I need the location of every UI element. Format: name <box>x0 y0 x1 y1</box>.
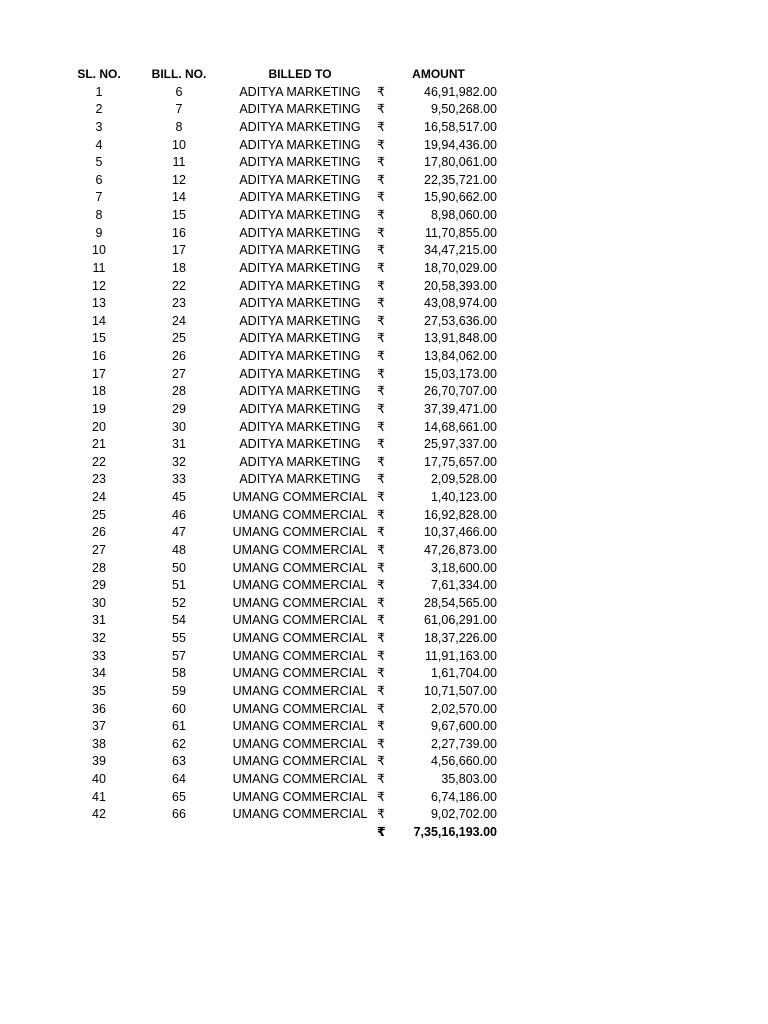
billed-to-cell: UMANG COMMERCIAL <box>232 507 368 522</box>
bill-no-cell: 46 <box>172 507 186 522</box>
header-sl-no: SL. NO. <box>77 67 121 81</box>
bill-no-cell: 10 <box>172 137 186 152</box>
table-row <box>0 189 768 207</box>
table-row <box>0 471 768 489</box>
amount-cell: 13,84,062.00 <box>424 349 497 363</box>
table-row <box>0 736 768 754</box>
currency-symbol: ₹ <box>377 296 385 311</box>
currency-symbol: ₹ <box>377 683 385 698</box>
table-row <box>0 419 768 437</box>
currency-symbol: ₹ <box>377 225 385 240</box>
currency-symbol: ₹ <box>377 754 385 769</box>
table-row <box>0 436 768 454</box>
amount-cell: 4,56,660.00 <box>430 754 497 769</box>
amount-cell: 15,03,173.00 <box>424 366 497 381</box>
amount-cell: 18,70,029.00 <box>424 260 497 275</box>
bill-no-cell: 25 <box>172 331 186 346</box>
amount-cell: 25,97,337.00 <box>424 437 497 452</box>
amount-cell: 43,08,974.00 <box>424 296 497 311</box>
currency-symbol: ₹ <box>377 490 385 504</box>
billed-to-cell: UMANG COMMERCIAL <box>232 754 368 769</box>
bill-no-cell: 23 <box>172 296 186 311</box>
table-row <box>0 101 768 119</box>
amount-cell: 26,70,707.00 <box>424 384 497 399</box>
bill-no-cell: 48 <box>172 542 186 557</box>
sl-no-cell: 38 <box>92 736 106 751</box>
amount-cell: 7,61,334.00 <box>430 578 497 593</box>
bill-no-cell: 50 <box>172 560 186 575</box>
amount-cell: 16,58,517.00 <box>424 119 497 134</box>
table-row <box>0 295 768 313</box>
table-row <box>0 313 768 331</box>
sl-no-cell: 27 <box>92 542 106 557</box>
bill-no-cell: 14 <box>172 190 186 205</box>
billed-to-cell: ADITYA MARKETING <box>239 437 361 452</box>
table-row <box>0 753 768 771</box>
billed-to-cell: ADITYA MARKETING <box>239 454 361 469</box>
billed-to-cell: ADITYA MARKETING <box>239 119 361 134</box>
sl-no-cell: 7 <box>95 190 103 205</box>
amount-cell: 9,67,600.00 <box>430 719 497 734</box>
sl-no-cell: 15 <box>92 331 106 346</box>
billed-to-cell: ADITYA MARKETING <box>239 419 361 434</box>
amount-cell: 1,61,704.00 <box>430 666 497 681</box>
sl-no-cell: 40 <box>92 772 106 786</box>
amount-cell: 37,39,471.00 <box>424 401 497 416</box>
bill-no-cell: 58 <box>172 666 186 681</box>
amount-cell: 14,68,661.00 <box>424 419 497 434</box>
currency-symbol: ₹ <box>377 648 385 663</box>
billed-to-cell: UMANG COMMERCIAL <box>232 683 368 698</box>
table-row <box>0 278 768 296</box>
table-row <box>0 172 768 190</box>
sl-no-cell: 8 <box>95 208 103 222</box>
currency-symbol: ₹ <box>377 278 385 293</box>
currency-symbol: ₹ <box>377 437 385 452</box>
table-row <box>0 701 768 719</box>
table-body <box>0 84 768 824</box>
bill-no-cell: 45 <box>172 490 186 504</box>
currency-symbol: ₹ <box>377 313 385 328</box>
currency-symbol: ₹ <box>377 666 385 681</box>
sl-no-cell: 14 <box>92 313 106 328</box>
currency-symbol: ₹ <box>377 578 385 593</box>
bill-no-cell: 61 <box>172 719 186 734</box>
amount-cell: 19,94,436.00 <box>424 137 497 152</box>
sl-no-cell: 13 <box>92 296 106 311</box>
table-row <box>0 612 768 630</box>
table-row <box>0 577 768 595</box>
sl-no-cell: 32 <box>92 631 106 645</box>
billed-to-cell: UMANG COMMERCIAL <box>232 578 368 593</box>
amount-cell: 9,02,702.00 <box>430 807 497 822</box>
billed-to-cell: UMANG COMMERCIAL <box>232 789 368 804</box>
amount-cell: 28,54,565.00 <box>424 595 497 610</box>
currency-symbol: ₹ <box>377 631 385 645</box>
billed-to-cell: ADITYA MARKETING <box>239 155 361 170</box>
billed-to-cell: UMANG COMMERCIAL <box>232 490 368 504</box>
sl-no-cell: 22 <box>92 454 106 469</box>
billed-to-cell: ADITYA MARKETING <box>239 172 361 187</box>
table-row <box>0 225 768 243</box>
sl-no-cell: 30 <box>92 595 106 610</box>
amount-cell: 61,06,291.00 <box>424 613 497 628</box>
sl-no-cell: 36 <box>92 701 106 716</box>
amount-cell: 27,53,636.00 <box>424 313 497 328</box>
total-amount: 7,35,16,193.00 <box>413 824 497 839</box>
amount-cell: 16,92,828.00 <box>424 507 497 522</box>
amount-cell: 9,50,268.00 <box>430 102 497 117</box>
bill-no-cell: 30 <box>172 419 186 434</box>
table-row <box>0 366 768 384</box>
billed-to-cell: ADITYA MARKETING <box>239 366 361 381</box>
sl-no-cell: 12 <box>92 278 106 293</box>
sl-no-cell: 23 <box>92 472 106 487</box>
bill-no-cell: 64 <box>172 772 186 786</box>
billed-to-cell: ADITYA MARKETING <box>239 472 361 487</box>
table-row <box>0 789 768 807</box>
billed-to-cell: UMANG COMMERCIAL <box>232 542 368 557</box>
bill-no-cell: 8 <box>175 119 183 134</box>
amount-cell: 17,80,061.00 <box>424 155 497 170</box>
sl-no-cell: 35 <box>92 683 106 698</box>
currency-symbol: ₹ <box>377 243 385 258</box>
sl-no-cell: 18 <box>92 384 106 399</box>
billed-to-cell: UMANG COMMERCIAL <box>232 772 368 786</box>
table-row <box>0 630 768 648</box>
table-row <box>0 718 768 736</box>
table-row <box>0 207 768 225</box>
amount-cell: 3,18,600.00 <box>430 560 497 575</box>
bill-no-cell: 47 <box>172 525 186 540</box>
sl-no-cell: 26 <box>92 525 106 540</box>
bill-no-cell: 63 <box>172 754 186 769</box>
billed-to-cell: UMANG COMMERCIAL <box>232 631 368 645</box>
header-billed-to: BILLED TO <box>268 67 332 81</box>
sl-no-cell: 37 <box>92 719 106 734</box>
bill-no-cell: 29 <box>172 401 186 416</box>
header-amount: AMOUNT <box>412 67 465 81</box>
sl-no-cell: 29 <box>92 578 106 593</box>
amount-cell: 11,91,163.00 <box>424 648 497 663</box>
billed-to-cell: ADITYA MARKETING <box>239 225 361 240</box>
table-row <box>0 383 768 401</box>
total-row <box>0 824 768 842</box>
bill-no-cell: 65 <box>172 789 186 804</box>
sl-no-cell: 1 <box>95 84 103 99</box>
currency-symbol: ₹ <box>377 542 385 557</box>
currency-symbol: ₹ <box>377 190 385 205</box>
table-header-row <box>0 66 768 84</box>
sl-no-cell: 19 <box>92 401 106 416</box>
table-row <box>0 771 768 789</box>
amount-cell: 18,37,226.00 <box>424 631 497 645</box>
currency-symbol: ₹ <box>377 84 385 99</box>
currency-symbol: ₹ <box>377 507 385 522</box>
sl-no-cell: 5 <box>95 155 103 170</box>
bill-no-cell: 22 <box>172 278 186 293</box>
currency-symbol: ₹ <box>377 613 385 628</box>
table-row <box>0 648 768 666</box>
amount-cell: 17,75,657.00 <box>424 454 497 469</box>
billed-to-cell: ADITYA MARKETING <box>239 384 361 399</box>
amount-cell: 34,47,215.00 <box>424 243 497 258</box>
billed-to-cell: ADITYA MARKETING <box>239 190 361 205</box>
billed-to-cell: ADITYA MARKETING <box>239 102 361 117</box>
currency-symbol: ₹ <box>377 736 385 751</box>
amount-cell: 1,40,123.00 <box>430 490 497 504</box>
bill-no-cell: 16 <box>172 225 186 240</box>
header-bill-no: BILL. NO. <box>151 67 207 81</box>
bill-no-cell: 59 <box>172 683 186 698</box>
sl-no-cell: 34 <box>92 666 106 681</box>
table-row <box>0 683 768 701</box>
billed-to-cell: UMANG COMMERCIAL <box>232 666 368 681</box>
table-row <box>0 806 768 824</box>
billed-to-cell: UMANG COMMERCIAL <box>232 648 368 663</box>
sl-no-cell: 4 <box>95 137 103 152</box>
currency-symbol: ₹ <box>377 719 385 734</box>
table-row <box>0 242 768 260</box>
billed-to-cell: ADITYA MARKETING <box>239 278 361 293</box>
currency-symbol: ₹ <box>377 789 385 804</box>
sl-no-cell: 31 <box>92 613 106 628</box>
table-row <box>0 119 768 137</box>
amount-cell: 13,91,848.00 <box>424 331 497 346</box>
amount-cell: 2,02,570.00 <box>430 701 497 716</box>
table-row <box>0 330 768 348</box>
currency-symbol: ₹ <box>377 401 385 416</box>
amount-cell: 10,37,466.00 <box>424 525 497 540</box>
amount-cell: 11,70,855.00 <box>424 225 497 240</box>
table-row <box>0 84 768 102</box>
bill-no-cell: 31 <box>172 437 186 452</box>
sl-no-cell: 42 <box>92 807 106 822</box>
billed-to-cell: ADITYA MARKETING <box>239 84 361 99</box>
billed-to-cell: UMANG COMMERCIAL <box>232 613 368 628</box>
bill-no-cell: 54 <box>172 613 186 628</box>
amount-cell: 10,71,507.00 <box>424 683 497 698</box>
billed-to-cell: UMANG COMMERCIAL <box>232 719 368 734</box>
total-currency-symbol: ₹ <box>377 824 386 839</box>
sl-no-cell: 24 <box>92 490 106 504</box>
billed-to-cell: ADITYA MARKETING <box>239 137 361 152</box>
amount-cell: 2,09,528.00 <box>430 472 497 487</box>
table-row <box>0 348 768 366</box>
billed-to-cell: UMANG COMMERCIAL <box>232 560 368 575</box>
bill-no-cell: 12 <box>172 172 186 187</box>
billed-to-cell: ADITYA MARKETING <box>239 401 361 416</box>
currency-symbol: ₹ <box>377 260 385 275</box>
billed-to-cell: ADITYA MARKETING <box>239 260 361 275</box>
currency-symbol: ₹ <box>377 384 385 399</box>
currency-symbol: ₹ <box>377 807 385 822</box>
currency-symbol: ₹ <box>377 331 385 346</box>
sl-no-cell: 33 <box>92 648 106 663</box>
billed-to-cell: ADITYA MARKETING <box>239 313 361 328</box>
currency-symbol: ₹ <box>377 102 385 117</box>
amount-cell: 6,74,186.00 <box>430 789 497 804</box>
sl-no-cell: 17 <box>92 366 106 381</box>
table-row <box>0 560 768 578</box>
amount-cell: 20,58,393.00 <box>424 278 497 293</box>
billed-to-cell: UMANG COMMERCIAL <box>232 736 368 751</box>
table-row <box>0 137 768 155</box>
sl-no-cell: 25 <box>92 507 106 522</box>
bill-no-cell: 66 <box>172 807 186 822</box>
bill-no-cell: 52 <box>172 595 186 610</box>
table-row <box>0 454 768 472</box>
bill-no-cell: 26 <box>172 349 186 363</box>
bill-summary-sheet <box>0 66 768 842</box>
sl-no-cell: 6 <box>95 172 103 187</box>
currency-symbol: ₹ <box>377 172 385 187</box>
bill-no-cell: 28 <box>172 384 186 399</box>
sl-no-cell: 3 <box>95 119 103 134</box>
currency-symbol: ₹ <box>377 525 385 540</box>
bill-no-cell: 11 <box>172 155 186 170</box>
billed-to-cell: ADITYA MARKETING <box>239 296 361 311</box>
table-row <box>0 489 768 507</box>
currency-symbol: ₹ <box>377 419 385 434</box>
sl-no-cell: 28 <box>92 560 106 575</box>
bill-no-cell: 55 <box>172 631 186 645</box>
currency-symbol: ₹ <box>377 472 385 487</box>
table-row <box>0 507 768 525</box>
sl-no-cell: 21 <box>92 437 106 452</box>
currency-symbol: ₹ <box>377 701 385 716</box>
sl-no-cell: 20 <box>92 419 106 434</box>
currency-symbol: ₹ <box>377 208 385 222</box>
bill-no-cell: 15 <box>172 208 186 222</box>
currency-symbol: ₹ <box>377 560 385 575</box>
table-row <box>0 524 768 542</box>
currency-symbol: ₹ <box>377 595 385 610</box>
sl-no-cell: 9 <box>95 225 103 240</box>
sl-no-cell: 2 <box>95 102 103 117</box>
bill-no-cell: 33 <box>172 472 186 487</box>
billed-to-cell: UMANG COMMERCIAL <box>232 525 368 540</box>
bill-no-cell: 7 <box>175 102 183 117</box>
bill-no-cell: 27 <box>172 366 186 381</box>
billed-to-cell: ADITYA MARKETING <box>239 331 361 346</box>
amount-cell: 15,90,662.00 <box>424 190 497 205</box>
currency-symbol: ₹ <box>377 155 385 170</box>
billed-to-cell: ADITYA MARKETING <box>239 349 361 363</box>
billed-to-cell: UMANG COMMERCIAL <box>232 701 368 716</box>
bill-no-cell: 6 <box>175 84 183 99</box>
currency-symbol: ₹ <box>377 366 385 381</box>
bill-no-cell: 18 <box>172 260 186 275</box>
sl-no-cell: 16 <box>92 349 106 363</box>
table-row <box>0 595 768 613</box>
table-row <box>0 154 768 172</box>
billed-to-cell: UMANG COMMERCIAL <box>232 807 368 822</box>
sl-no-cell: 10 <box>92 243 106 258</box>
bill-no-cell: 51 <box>172 578 186 593</box>
table-row <box>0 401 768 419</box>
amount-cell: 35,803.00 <box>441 772 497 786</box>
bill-no-cell: 60 <box>172 701 186 716</box>
billed-to-cell: ADITYA MARKETING <box>239 208 361 222</box>
amount-cell: 2,27,739.00 <box>430 736 497 751</box>
bill-no-cell: 62 <box>172 736 186 751</box>
sl-no-cell: 39 <box>92 754 106 769</box>
billed-to-cell: UMANG COMMERCIAL <box>232 595 368 610</box>
bill-no-cell: 24 <box>172 313 186 328</box>
currency-symbol: ₹ <box>377 454 385 469</box>
currency-symbol: ₹ <box>377 349 385 363</box>
amount-cell: 8,98,060.00 <box>430 208 497 222</box>
table-row <box>0 260 768 278</box>
bill-no-cell: 17 <box>172 243 186 258</box>
currency-symbol: ₹ <box>377 772 385 786</box>
bill-no-cell: 57 <box>172 648 186 663</box>
amount-cell: 47,26,873.00 <box>424 542 497 557</box>
bill-no-cell: 32 <box>172 454 186 469</box>
sl-no-cell: 41 <box>92 789 106 804</box>
table-row <box>0 542 768 560</box>
amount-cell: 46,91,982.00 <box>424 84 497 99</box>
table-row <box>0 665 768 683</box>
amount-cell: 22,35,721.00 <box>424 172 497 187</box>
currency-symbol: ₹ <box>377 119 385 134</box>
sl-no-cell: 11 <box>92 260 106 275</box>
currency-symbol: ₹ <box>377 137 385 152</box>
billed-to-cell: ADITYA MARKETING <box>239 243 361 258</box>
